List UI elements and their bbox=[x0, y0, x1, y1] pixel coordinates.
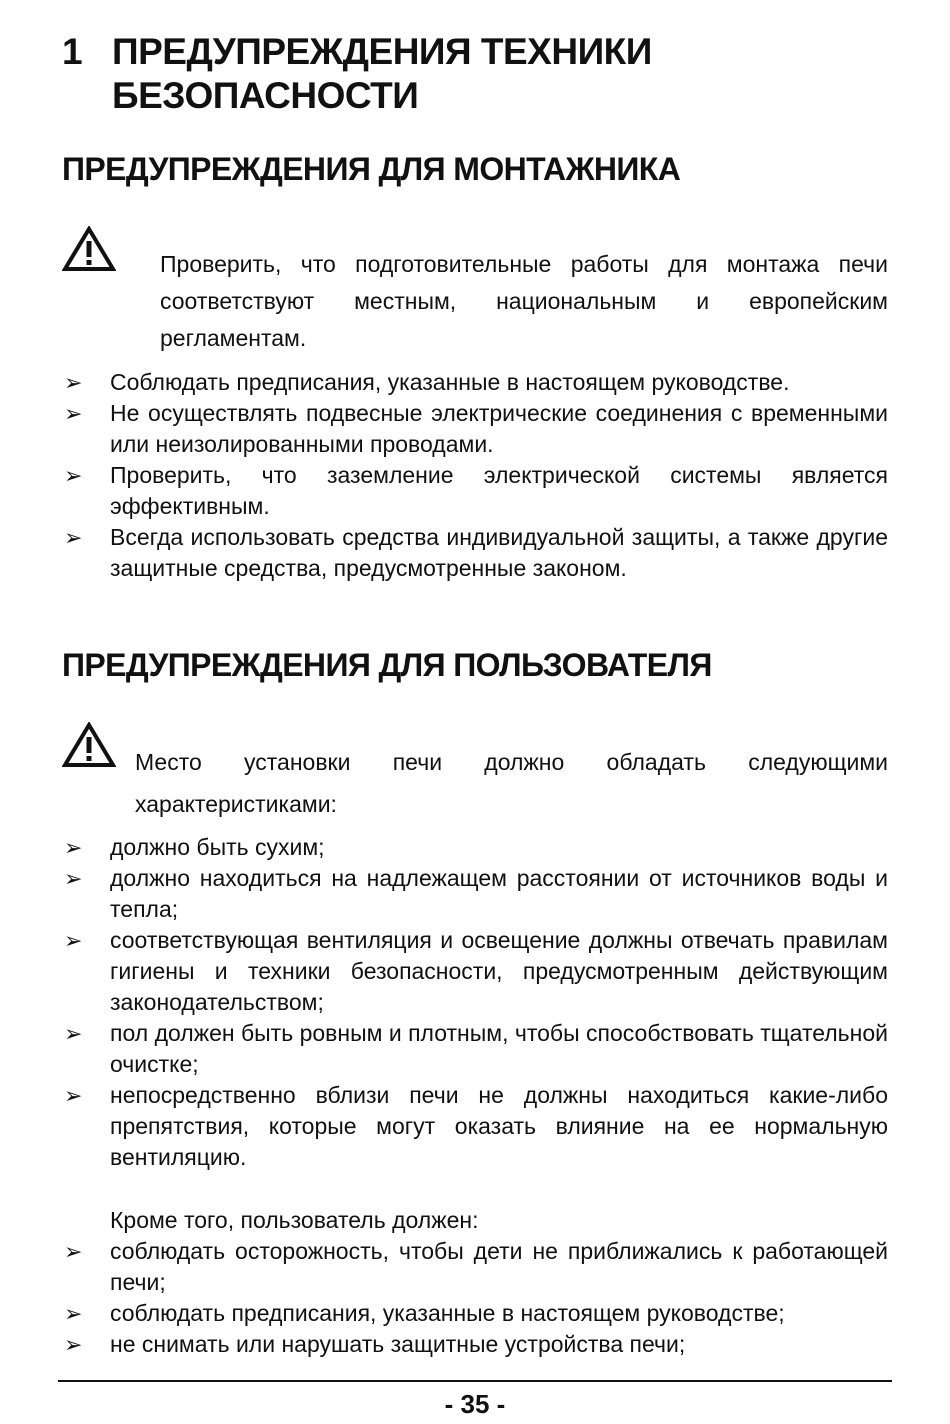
list-item: ➢ соблюдать осторожность, чтобы дети не приближались к работающей печи; bbox=[64, 1238, 888, 1295]
list-item: ➢ непосредственно вблизи печи не должны находиться какие-либо препятствия, которые могут оказать влияние на ее нормальную вентиляцию. bbox=[64, 1082, 888, 1170]
bullet-arrow-icon: ➢ bbox=[64, 401, 83, 426]
bullet-arrow-icon: ➢ bbox=[64, 1239, 83, 1264]
chapter-heading: ПРЕДУПРЕЖДЕНИЯ ТЕХНИКИ БЕЗОПАСНОСТИ bbox=[112, 31, 652, 116]
footer-divider bbox=[58, 1380, 892, 1382]
list-item: ➢ должно быть сухим; bbox=[62, 832, 888, 863]
bullet-arrow-icon: ➢ bbox=[64, 866, 83, 891]
list-item: ➢ соблюдать предписания, указанные в настоящем руководстве; bbox=[62, 1298, 888, 1329]
user-warning-text: Место установки печи должно обладать следующими характеристиками: bbox=[135, 749, 888, 817]
user-also-intro: Кроме того, пользователь должен: bbox=[110, 1207, 479, 1233]
bullet-arrow-icon: ➢ bbox=[64, 1301, 83, 1326]
bullet-arrow-icon: ➢ bbox=[64, 928, 83, 953]
list-item: ➢ должно находиться на надлежащем расстоянии от источников воды и тепла; bbox=[64, 865, 888, 922]
bullet-arrow-icon: ➢ bbox=[64, 463, 83, 488]
bullet-arrow-icon: ➢ bbox=[64, 370, 83, 395]
user-also-bullet-list bbox=[62, 1236, 888, 1360]
list-item: ➢ пол должен быть ровным и плотным, чтобы способствовать тщательной очистке; bbox=[64, 1020, 888, 1077]
bullet-arrow-icon: ➢ bbox=[64, 1332, 83, 1357]
list-item: ➢ не снимать или нарушать защитные устройства печи; bbox=[62, 1329, 888, 1360]
chapter-number: 1 bbox=[62, 31, 83, 72]
list-item: ➢ Всегда использовать средства индивидуальной защиты, а также другие защитные средства, предусмотренные законом. bbox=[64, 524, 888, 581]
list-item: ➢ соответствующая вентиляция и освещение должны отвечать правилам гигиены и техники безопасности, предусмотренным действующим законодательством; bbox=[64, 927, 888, 1015]
installer-section-heading: ПРЕДУПРЕЖДЕНИЯ ДЛЯ МОНТАЖНИКА bbox=[62, 151, 681, 187]
list-item: ➢ Соблюдать предписания, указанные в настоящем руководстве. bbox=[62, 367, 888, 398]
list-item: ➢ Не осуществлять подвесные электрические соединения с временными или неизолированными проводами. bbox=[64, 400, 888, 457]
installer-warning-text: Проверить, что подготовительные работы для монтажа печи соответствуют местным, национальным и европейским регламентам. bbox=[160, 251, 888, 351]
bullet-arrow-icon: ➢ bbox=[64, 1083, 83, 1108]
warning-triangle-icon bbox=[62, 722, 116, 768]
page-number: - 35 - bbox=[444, 1389, 506, 1419]
installer-bullet-list bbox=[62, 367, 888, 584]
user-bullet-list bbox=[62, 832, 888, 1173]
bullet-arrow-icon: ➢ bbox=[64, 835, 83, 860]
user-section-heading: ПРЕДУПРЕЖДЕНИЯ ДЛЯ ПОЛЬЗОВАТЕЛЯ bbox=[62, 647, 712, 683]
bullet-arrow-icon: ➢ bbox=[64, 525, 83, 550]
warning-triangle-icon bbox=[62, 226, 116, 272]
bullet-arrow-icon: ➢ bbox=[64, 1021, 83, 1046]
list-item: ➢ Проверить, что заземление электрической системы является эффективным. bbox=[64, 462, 888, 519]
